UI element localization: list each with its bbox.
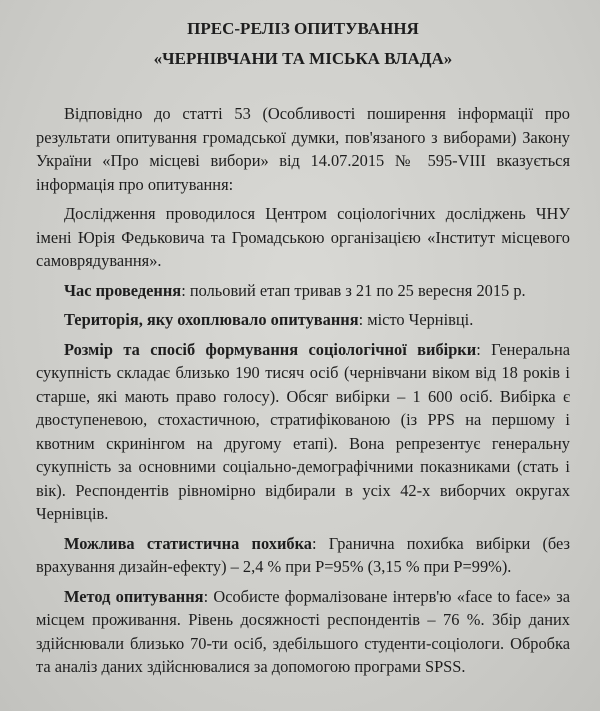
- document-title-line-1: ПРЕС-РЕЛІЗ ОПИТУВАННЯ: [187, 19, 419, 38]
- error-text: : Гранична похибка вибірки (без врахування дизайн-ефекту) – 2,4 % при P=95% (3,15 % при P=99%).: [36, 533, 570, 576]
- territory-label: Територія, яку охоплювало опитування: [64, 310, 359, 329]
- sample-paragraph: [36, 338, 570, 526]
- document-title-line-2: «ЧЕРНІВЧАНИ ТА МІСЬКА ВЛАДА»: [153, 49, 453, 68]
- territory-text: : місто Чернівці.: [358, 310, 474, 329]
- method-label: Метод опитування: [64, 586, 204, 606]
- method-paragraph: [36, 585, 570, 679]
- error-label: Можлива статистична похибка: [64, 533, 312, 553]
- sample-text: : Генеральна сукупність складає близько 190 тисяч осіб (чернівчани віком від 18 років і старше, які мають право голосу). Обсяг вибірки – 1 600 осіб. Вибірка є двоступеневою, стохастичною, стратифікованою (із PPS на першому і квотним скринінгом на другому етапі). Вона репрезентує генеральну сукупність за основними соціально-демографічними показниками (стать і вік). Респондентів рівномірно відбирали в усіх 42-х виборчих округах Чернівців.: [36, 339, 571, 523]
- time-paragraph: [36, 279, 570, 303]
- intro-paragraph: Відповідно до статті 53 (Особливості поширення інформації про результати опитування громадської думки, пов'язаного з виборами) Закону України «Про місцеві вибори» від 14.07.2015 № 595-VIII вказується інформація про опитування:: [36, 104, 570, 194]
- method-text: : Особисте формалізоване інтерв'ю «face to face» за місцем проживання. Рівень досяжності респондентів – 76 %. Збір даних здійснювали близько 70-ти осіб, здебільшого студенти-соціологи. Обробка та аналіз даних здійснювалися за допомогою програми SPSS.: [36, 586, 570, 676]
- error-paragraph: [36, 532, 570, 579]
- research-paragraph: Дослідження проводилося Центром соціологічних досліджень ЧНУ імені Юрія Федьковича та Громадською організацією «Інститут місцевого самоврядування».: [36, 204, 570, 270]
- territory-paragraph: [36, 308, 570, 332]
- time-label: Час проведення: [64, 280, 182, 300]
- sample-label: Розмір та спосіб формування соціологічної вибірки: [64, 339, 477, 359]
- time-text: : польовий етап тривав з 21 по 25 вересня 2015 р.: [181, 280, 526, 300]
